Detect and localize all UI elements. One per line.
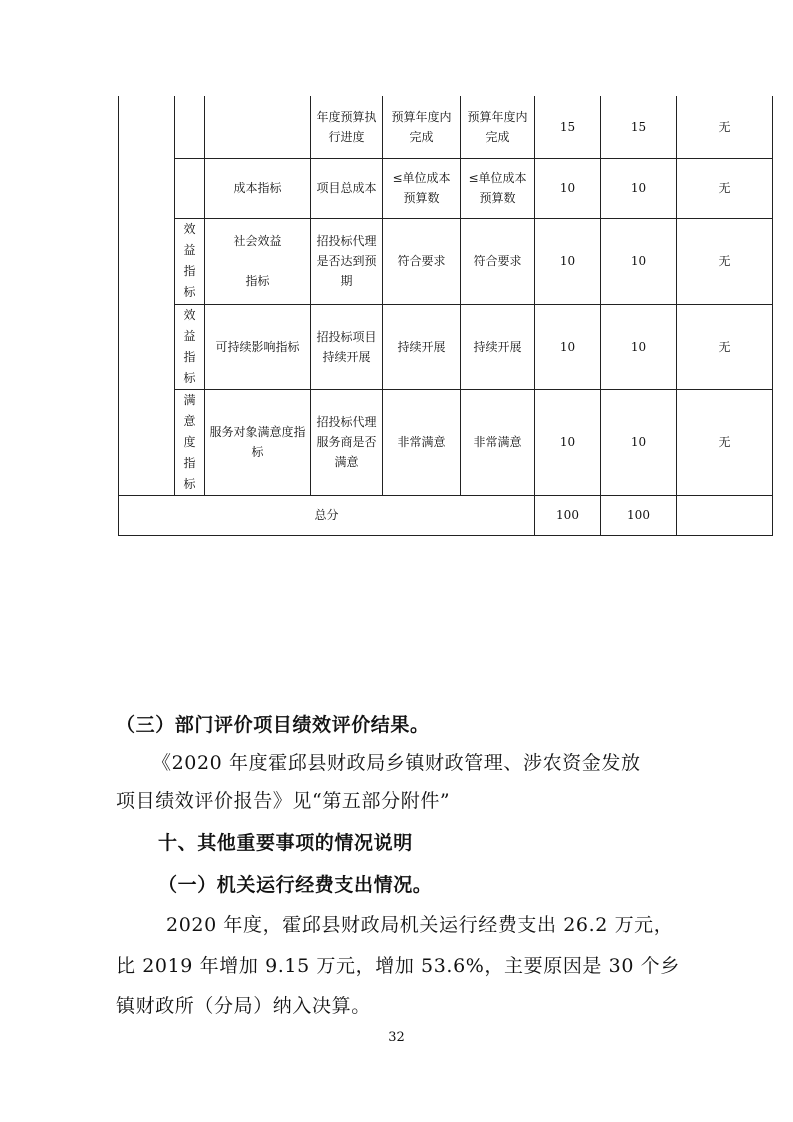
table-cell-indicator: 年度预算执行进度 <box>311 96 383 158</box>
table-cell-actual: 持续开展 <box>461 304 535 389</box>
table-cell-subcategory <box>205 96 311 158</box>
table-cell-weight: 10 <box>535 218 601 304</box>
table-total-weight: 100 <box>535 495 601 535</box>
table-cell-category: 效益指标 <box>175 218 205 304</box>
table-cell-category: 满意度指标 <box>175 389 205 495</box>
table-cell-actual: ≤单位成本预算数 <box>461 158 535 218</box>
table-cell-target: 符合要求 <box>383 218 461 304</box>
table-cell-actual: 预算年度内完成 <box>461 96 535 158</box>
table-cell-category <box>175 96 205 158</box>
table-total-label: 总分 <box>119 495 535 535</box>
table-cell-subcategory: 服务对象满意度指标 <box>205 389 311 495</box>
section-3-heading: （三）部门评价项目绩效评价结果。 <box>116 714 430 736</box>
table-row <box>119 304 773 389</box>
table-cell-score: 15 <box>601 96 677 158</box>
table-row <box>119 96 773 158</box>
table-row <box>119 158 773 218</box>
table-total-note <box>677 495 773 535</box>
table-cell-target: 持续开展 <box>383 304 461 389</box>
table-cell-actual: 符合要求 <box>461 218 535 304</box>
table-cell-actual: 非常满意 <box>461 389 535 495</box>
table-cell-target: 预算年度内完成 <box>383 96 461 158</box>
table-cell-weight: 10 <box>535 389 601 495</box>
page-number: 32 <box>388 1030 405 1045</box>
table-cell-weight: 15 <box>535 96 601 158</box>
table-cell-indicator: 招投标代理服务商是否满意 <box>311 389 383 495</box>
table-row <box>119 218 773 304</box>
section-10-1-heading: （一）机关运行经费支出情况。 <box>158 874 433 896</box>
table-cell-target: ≤单位成本预算数 <box>383 158 461 218</box>
table-cell-note: 无 <box>677 218 773 304</box>
table-cell-subcategory: 可持续影响指标 <box>205 304 311 389</box>
paragraph-line: 2020 年度，霍邱县财政局机关运行经费支出 26.2 万元， <box>166 914 674 936</box>
table-cell-score: 10 <box>601 304 677 389</box>
table-cell-note: 无 <box>677 389 773 495</box>
table-cell-indicator: 项目总成本 <box>311 158 383 218</box>
table-cell-weight: 10 <box>535 158 601 218</box>
table-total-score: 100 <box>601 495 677 535</box>
section-3-text-line: 《2020 年度霍邱县财政局乡镇财政管理、涉农资金发放 <box>152 752 641 774</box>
table-cell-blank <box>119 96 175 495</box>
table-cell-score: 10 <box>601 389 677 495</box>
table-cell-target: 非常满意 <box>383 389 461 495</box>
table-cell-score: 10 <box>601 158 677 218</box>
table-total-row <box>119 495 773 535</box>
table-cell-note: 无 <box>677 96 773 158</box>
table-cell-indicator: 招投标代理是否达到预期 <box>311 218 383 304</box>
table-cell-note: 无 <box>677 304 773 389</box>
performance-indicator-table <box>118 96 773 536</box>
paragraph-line: 比 2019 年增加 9.15 万元，增加 53.6%，主要原因是 30 个乡 <box>116 955 680 977</box>
section-3-text-line: 项目绩效评价报告》见“第五部分附件” <box>116 790 451 812</box>
section-10-heading: 十、其他重要事项的情况说明 <box>158 832 413 854</box>
table-cell-subcategory: 成本指标 <box>205 158 311 218</box>
table-cell-subcategory: 社会效益 指标 <box>205 218 311 304</box>
table-cell-score: 10 <box>601 218 677 304</box>
paragraph-line: 镇财政所（分局）纳入决算。 <box>116 995 371 1017</box>
table-cell-weight: 10 <box>535 304 601 389</box>
table-cell-indicator: 招投标项目持续开展 <box>311 304 383 389</box>
table-cell-category <box>175 158 205 218</box>
table-cell-note: 无 <box>677 158 773 218</box>
table-cell-category: 效益指标 <box>175 304 205 389</box>
table-row <box>119 389 773 495</box>
